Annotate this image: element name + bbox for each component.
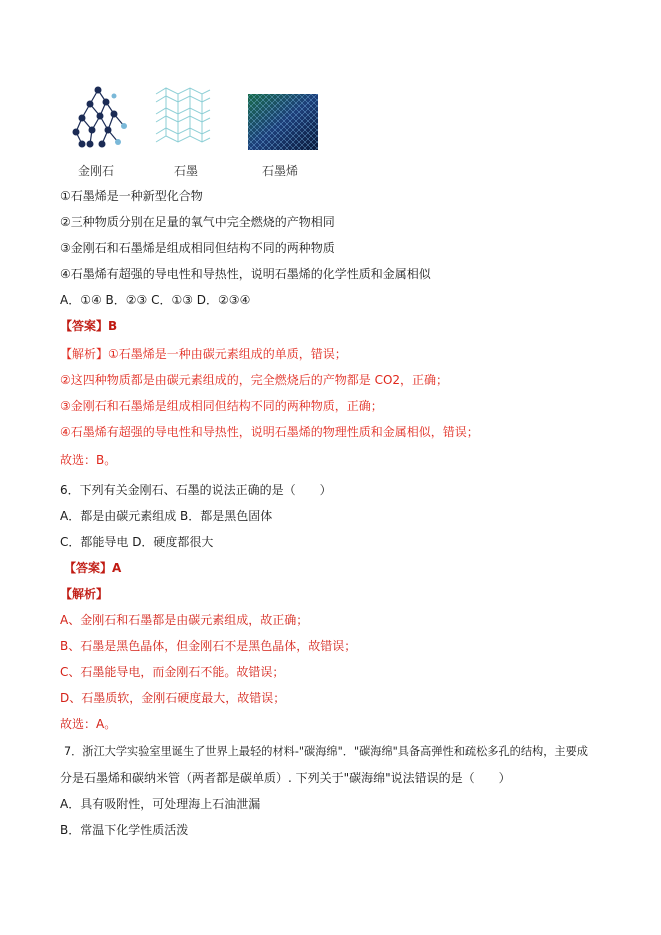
q5-statement-1: ①石墨烯是一种新型化合物 [60, 189, 203, 203]
q5-answer: 【答案】B [60, 319, 118, 333]
q7-option-b: B．常温下化学性质活泼 [60, 823, 189, 837]
caption-graphene: 石墨烯 [262, 164, 299, 178]
q5-statement-3: ③金刚石和石墨烯是组成相同但结构不同的两种物质 [60, 241, 335, 255]
q5-conclusion: 故选：B。 [60, 453, 117, 467]
graphite-structure-image [152, 84, 214, 150]
q6-options-ab: A．都是由碳元素组成 B．都是黑色固体 [60, 509, 273, 523]
caption-graphite: 石墨 [174, 164, 199, 178]
q6-answer: 【答案】A [64, 561, 122, 575]
q5-analysis-1: 【解析】①石墨烯是一种由碳元素组成的单质，错误； [60, 347, 347, 361]
caption-diamond: 金刚石 [78, 164, 115, 178]
q5-analysis-2: ②这四种物质都是由碳元素组成的，完全燃烧后的产物都是 CO2，正确； [60, 373, 449, 387]
diamond-structure-image [68, 82, 132, 152]
q7-option-a: A．具有吸附性，可处理海上石油泄漏 [60, 797, 261, 811]
q5-statement-4: ④石墨烯有超强的导电性和导热性，说明石墨烯的化学性质和金属相似 [60, 267, 431, 281]
q5-analysis-3: ③金刚石和石墨烯是组成相同但结构不同的两种物质，正确； [60, 399, 383, 413]
q6-options-cd: C．都能导电 D．硬度都很大 [60, 535, 214, 549]
q6-analysis-b: B、石墨是黑色晶体，但金刚石不是黑色晶体，故错误； [60, 639, 357, 653]
q6-conclusion: 故选：A。 [60, 717, 117, 731]
q6-analysis-a: A、金刚石和石墨都是由碳元素组成，故正确； [60, 613, 309, 627]
q6-analysis-d: D、石墨质软，金刚石硬度最大，故错误； [60, 691, 286, 705]
q6-stem: 6．下列有关金刚石、石墨的说法正确的是（ ） [60, 483, 332, 497]
q6-analysis-label: 【解析】 [60, 587, 109, 601]
q5-analysis-4: ④石墨烯有超强的导电性和导热性，说明石墨烯的物理性质和金属相似，错误； [60, 425, 479, 439]
q5-statement-2: ②三种物质分别在足量的氧气中完全燃烧的产物相同 [60, 215, 335, 229]
q7-stem-line-2: 分是石墨烯和碳纳米管（两者都是碳单质）. 下列关于"碳海绵"说法错误的是（ ） [60, 771, 511, 785]
graphene-structure-image [248, 94, 318, 150]
q6-analysis-c: C、石墨能导电，而金刚石不能。故错误； [60, 665, 285, 679]
q7-stem-line-1: 7．浙江大学实验室里诞生了世界上最轻的材料-"碳海绵"．"碳海绵"具备高弹性和疏松多孔的结构，主要成 [64, 745, 588, 758]
q5-options: A．①④ B．②③ C．①③ D．②③④ [60, 293, 251, 307]
